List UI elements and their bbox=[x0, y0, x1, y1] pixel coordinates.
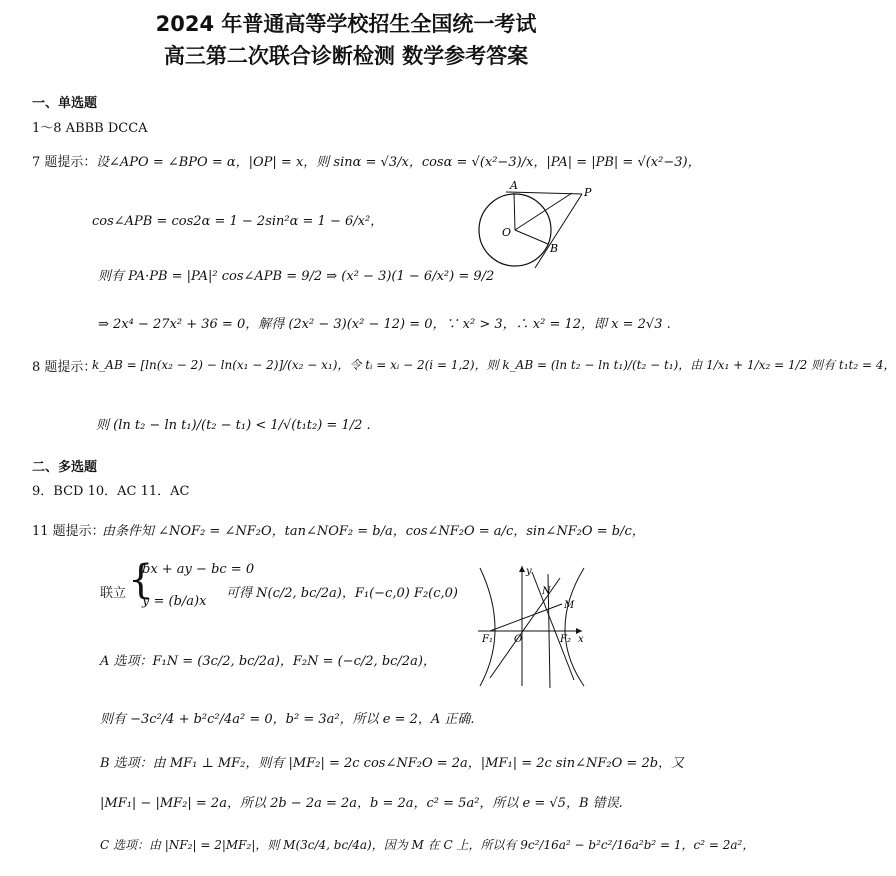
q11-system-eq2: y = (b/a)x bbox=[142, 594, 207, 609]
fig-label-f2: F₂ bbox=[560, 634, 571, 645]
fig-label-b: B bbox=[550, 242, 559, 255]
q7-label: 7 题提示： bbox=[32, 155, 97, 170]
fig-label-n: N bbox=[542, 586, 551, 597]
single-choice-answers: 1～8 ABBB DCCA bbox=[32, 121, 148, 136]
q7-circle-tangent-figure bbox=[472, 178, 602, 273]
fig-label-x: x bbox=[578, 634, 584, 645]
multi-choice-answers: 9．BCD 10．AC 11．AC bbox=[32, 484, 190, 499]
section-heading-single-choice: 一、单选题 bbox=[32, 96, 98, 111]
document-subtitle: 高三第二次联合诊断检测 数学参考答案 bbox=[163, 44, 529, 68]
segment-op bbox=[515, 193, 572, 230]
fig-label-o: O bbox=[502, 226, 512, 239]
left-branch bbox=[480, 568, 495, 686]
q11-option-a-line1: A 选项：F₁N = (3c/2, bc/2a)，F₂N = (−c/2, bc/2a)， bbox=[100, 654, 436, 669]
right-branch bbox=[565, 568, 584, 686]
q8-label: 8 题提示： bbox=[32, 360, 97, 375]
q11-label: 11 题提示： bbox=[32, 524, 105, 539]
section-heading-multi-choice: 二、多选题 bbox=[32, 460, 98, 475]
q11-system-label: 联立 bbox=[100, 586, 127, 601]
radius-ob bbox=[515, 230, 548, 244]
q11-option-c-line1: C 选项：由 |NF₂| = 2|MF₂|，则 M(3c/4, bc/4a)，因为 M 在 C 上，所以有 9c²/16a² − b²c²/16a²b² = 1，c² = 2a²， bbox=[100, 838, 755, 852]
q11-hyperbola-figure bbox=[470, 560, 590, 690]
q7-line3: 则有 PA·PB = |PA|² cos∠APB = 9/2 ⇒ (x² − 3)(1 − 6/x²) = 9/2 bbox=[98, 269, 495, 284]
q11-system-result: 可得 N(c/2, bc/2a)，F₁(−c,0) F₂(c,0) bbox=[226, 586, 458, 601]
fig-label-f1: F₁ bbox=[482, 634, 493, 645]
exam-title: 2024 年普通高等学校招生全国统一考试 bbox=[155, 12, 537, 36]
q8-line1: k_AB = [ln(x₂ − 2) − ln(x₁ − 2)]/(x₂ − x₁)，令 tᵢ = xᵢ − 2(i = 1,2)，则 k_AB = (ln t₂ − ln t₁)/(t₂ − t₁)，由 1/x₁ + 1/x₂ = 1/2 则有 t₁t₂ = 4， bbox=[92, 358, 896, 372]
q7-line1: 设∠APO = ∠BPO = α，|OP| = x，则 sinα = √3/x，cosα = √(x²−3)/x，|PA| = |PB| = √(x²−3)， bbox=[96, 155, 701, 170]
q11-line1: 由条件知 ∠NOF₂ = ∠NF₂O，tan∠NOF₂ = b/a，cos∠NF₂O = a/c，sin∠NF₂O = b/c， bbox=[102, 524, 645, 539]
radius-oa bbox=[514, 193, 515, 230]
tangent-pb bbox=[535, 194, 582, 268]
fig-label-p: P bbox=[584, 186, 592, 199]
fig-label-y: y bbox=[526, 566, 532, 577]
q7-line2: cos∠APB = cos2α = 1 − 2sin²α = 1 − 6/x²， bbox=[92, 214, 384, 229]
q11-option-a-line2: 则有 −3c²/4 + b²c²/4a² = 0，b² = 3a²，所以 e = 2，A 正确. bbox=[100, 712, 475, 727]
q8-line2: 则 (ln t₂ − ln t₁)/(t₂ − t₁) < 1/√(t₁t₂) = 1/2 . bbox=[96, 418, 371, 433]
fig-label-a: A bbox=[510, 179, 518, 192]
q11-system-eq1: bx + ay − bc = 0 bbox=[142, 562, 255, 577]
fig-label-m: M bbox=[564, 600, 575, 611]
q11-option-b-line2: |MF₁| − |MF₂| = 2a，所以 2b − 2a = 2a，b = 2a，c² = 5a²，所以 e = √5，B 错误. bbox=[100, 796, 623, 811]
fig-label-o: O bbox=[514, 634, 523, 645]
q7-line4: ⇒ 2x⁴ − 27x² + 36 = 0，解得 (2x² − 3)(x² − 12) = 0，∵ x² > 3，∴ x² = 12，即 x = 2√3 . bbox=[98, 317, 671, 332]
system-brace: { bbox=[128, 557, 154, 603]
q11-option-b-line1: B 选项：由 MF₁ ⊥ MF₂，则有 |MF₂| = 2c cos∠NF₂O = 2a，|MF₁| = 2c sin∠NF₂O = 2b，又 bbox=[100, 756, 685, 771]
y-axis-arrow bbox=[519, 566, 525, 572]
